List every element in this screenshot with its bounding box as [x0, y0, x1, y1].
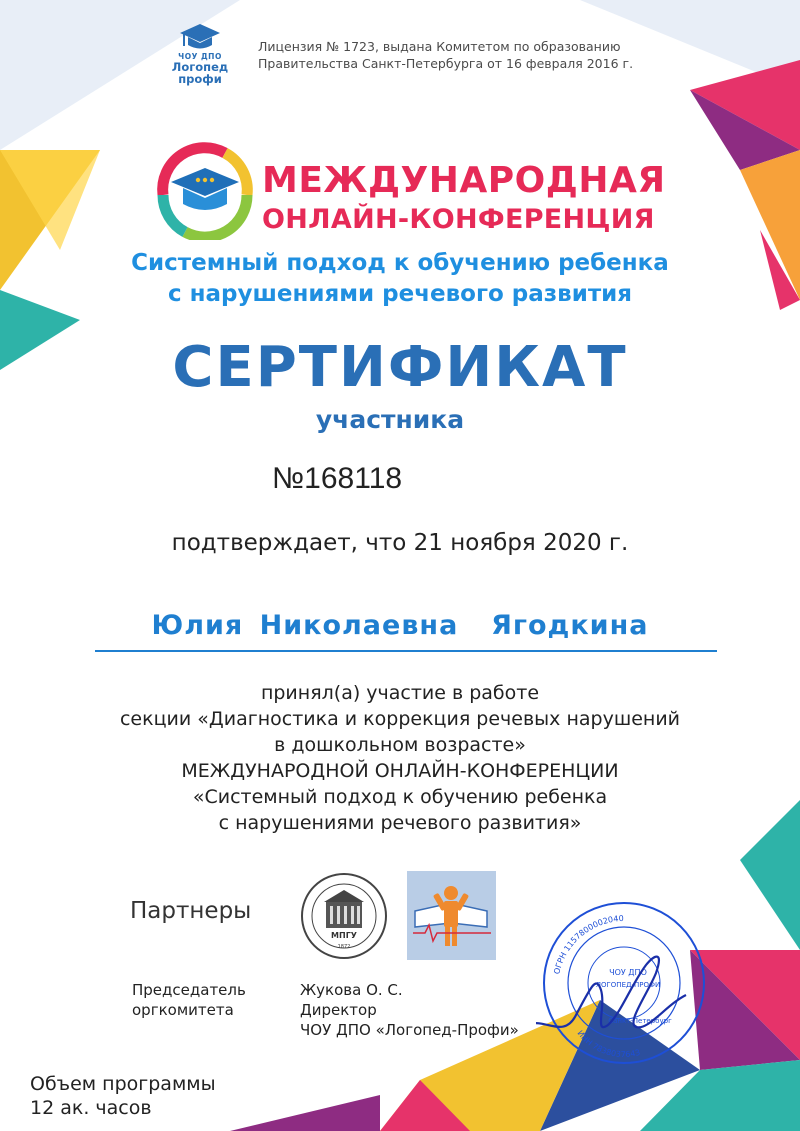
deco-triangle — [740, 150, 800, 300]
participation-line-6: с нарушениями речевого развития» — [218, 812, 582, 834]
chairman-line-1: Председатель — [132, 981, 246, 999]
mpgu-seal-logo — [300, 872, 388, 960]
signer-role: Директор — [300, 1001, 377, 1019]
conference-title-line-1: МЕЖДУНАРОДНАЯ — [262, 160, 666, 201]
org-logo-subtitle: ЧОУ ДПО — [178, 52, 222, 61]
official-stamp — [536, 895, 711, 1070]
name-underline — [95, 650, 717, 652]
org-logo — [168, 52, 232, 85]
license-line-1: Лицензия № 1723, выдана Комитетом по образованию — [258, 39, 621, 54]
participation-line-4: МЕЖДУНАРОДНОЙ ОНЛАЙН-КОНФЕРЕНЦИИ — [181, 760, 619, 782]
graduation-cap-icon — [178, 22, 222, 56]
mpgu-year: 1872 — [337, 944, 351, 950]
stamp-inn: ИНН 7838037643 — [575, 1028, 642, 1060]
conference-topic-line-1: Системный подход к обучению ребенка — [131, 250, 669, 276]
program-hours: 12 ак. часов — [30, 1097, 152, 1119]
signer-name: Жукова О. С. — [300, 981, 403, 999]
participation-line-3: в дошкольном возрасте» — [274, 734, 526, 756]
participation-line-5: «Системный подход к обучению ребенка — [192, 786, 608, 808]
stamp-ogrn: ОГРН 1157800002040 — [552, 913, 624, 976]
chairman-label — [132, 980, 246, 1020]
chairman-line-2: оргкомитета — [132, 1001, 234, 1019]
org-logo-name-1: Логопед — [171, 60, 229, 74]
partner-logo-2 — [407, 871, 496, 960]
recipient-name: Юлия Николаевна Ягодкина — [151, 610, 649, 641]
certificate-subtitle: участника — [315, 405, 465, 434]
participation-line-2: секции «Диагностика и коррекция речевых нарушений — [119, 708, 681, 730]
license-info — [258, 38, 633, 72]
certificate-number: №168118 — [272, 462, 403, 495]
partners-label: Партнеры — [130, 898, 252, 924]
conference-topic-line-2: с нарушениями речевого развития — [167, 281, 633, 307]
conference-title-line-2: ОНЛАЙН-КОНФЕРЕНЦИЯ — [262, 204, 655, 235]
stamp-center-2: ЛОГОПЕД-ПРОФИ — [595, 981, 661, 989]
license-line-2: Правительства Санкт-Петербурга от 16 февраля 2016 г. — [258, 56, 634, 71]
stamp-center-1: ЧОУ ДПО — [609, 968, 647, 977]
deco-triangle — [230, 1095, 380, 1131]
participation-line-1: принял(а) участие в работе — [260, 682, 540, 704]
program-volume — [30, 1072, 216, 1120]
mpgu-abbr: МПГУ — [331, 931, 357, 940]
signer-info — [300, 980, 519, 1040]
certificate-title: СЕРТИФИКАТ — [172, 335, 628, 400]
participation-text — [0, 680, 800, 836]
person-with-book-icon — [407, 871, 496, 960]
program-label: Объем программы — [30, 1073, 216, 1095]
signer-org: ЧОУ ДПО «Логопед-Профи» — [300, 1021, 519, 1039]
stamp-city: Санкт-Петербург — [608, 1017, 672, 1025]
org-logo-name-2: профи — [178, 72, 222, 86]
conference-emblem-icon — [155, 140, 255, 240]
confirmation-date: подтверждает, что 21 ноября 2020 г. — [171, 530, 629, 556]
